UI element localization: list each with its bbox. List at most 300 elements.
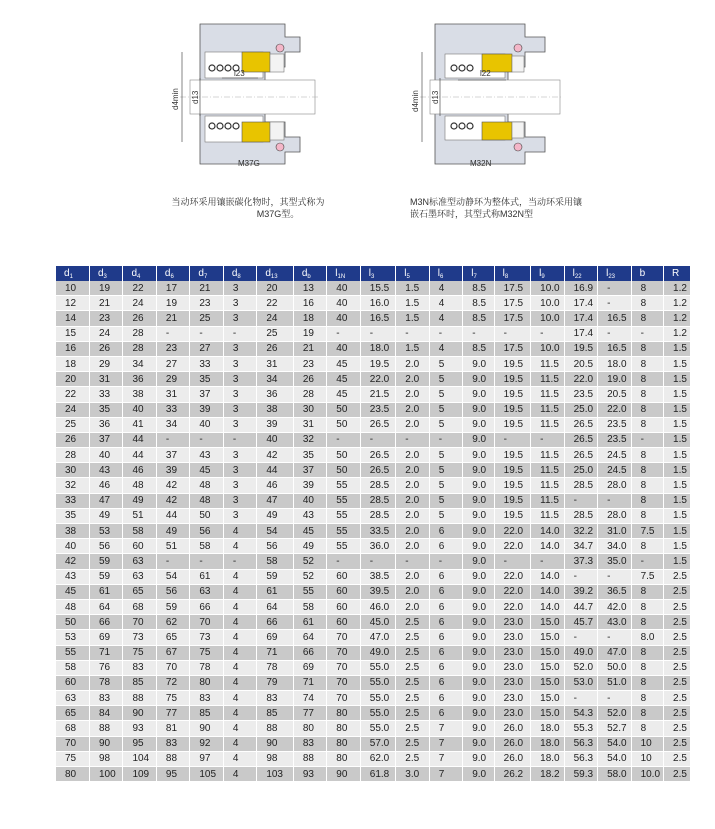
- table-cell: 11.5: [531, 356, 564, 371]
- table-cell: 2.0: [396, 493, 429, 508]
- table-cell: 19: [89, 281, 122, 296]
- table-cell: 33: [89, 387, 122, 402]
- table-cell: 98: [257, 751, 294, 766]
- m37g-drawing: [160, 22, 320, 172]
- table-cell: 4: [223, 767, 256, 782]
- table-cell: 80: [327, 706, 360, 721]
- table-cell: 23.5: [598, 417, 631, 432]
- table-cell: 3: [223, 478, 256, 493]
- table-cell: 2.0: [396, 569, 429, 584]
- table-cell: 43: [190, 448, 223, 463]
- table-cell: 2.5: [396, 751, 429, 766]
- column-header: [531, 266, 564, 281]
- table-cell: 29: [89, 356, 122, 371]
- table-cell: 26.0: [494, 721, 531, 736]
- table-cell: 6: [429, 599, 462, 614]
- table-cell: -: [598, 296, 631, 311]
- table-cell: 55.0: [360, 660, 396, 675]
- table-cell: 9.0: [463, 615, 494, 630]
- table-cell: -: [598, 281, 631, 296]
- table-cell: 50: [327, 402, 360, 417]
- table-cell: 9.0: [463, 767, 494, 782]
- table-cell: 4: [223, 599, 256, 614]
- table-cell: 1.5: [396, 311, 429, 326]
- caption-m37g-line-1: 当动环采用镶嵌碳化物时，其型式称为: [171, 197, 325, 207]
- table-cell: 70: [327, 691, 360, 706]
- column-header-subscript: 5: [406, 273, 410, 280]
- table-cell: 45: [327, 372, 360, 387]
- table-cell: 40: [123, 402, 156, 417]
- table-row: [56, 463, 690, 478]
- column-header-subscript: 13: [270, 273, 278, 280]
- column-header: [664, 266, 690, 281]
- table-cell: 6: [429, 630, 462, 645]
- table-cell: 50.0: [598, 660, 631, 675]
- table-cell: 2.0: [396, 372, 429, 387]
- table-cell: 4: [223, 524, 256, 539]
- table-cell: 5: [429, 387, 462, 402]
- table-cell: 24.5: [598, 448, 631, 463]
- table-cell: 22.0: [494, 524, 531, 539]
- table-cell: 3: [223, 402, 256, 417]
- table-cell: 33.5: [360, 524, 396, 539]
- table-cell: 8: [631, 372, 663, 387]
- table-cell: 23.0: [494, 615, 531, 630]
- table-cell: 40: [56, 539, 89, 554]
- table-cell: 98: [89, 751, 122, 766]
- table-cell: 19.5: [494, 417, 531, 432]
- table-cell: 83: [257, 691, 294, 706]
- table-cell: 88: [89, 721, 122, 736]
- table-cell: 58: [293, 599, 326, 614]
- table-cell: 1.5: [664, 463, 690, 478]
- column-header: [631, 266, 663, 281]
- table-cell: 2.5: [664, 630, 690, 645]
- table-cell: 37.3: [564, 554, 597, 569]
- table-cell: 70: [56, 736, 89, 751]
- table-cell: 32.2: [564, 524, 597, 539]
- table-cell: 35: [89, 402, 122, 417]
- table-cell: 54.0: [598, 736, 631, 751]
- column-header: [257, 266, 294, 281]
- table-cell: 4: [429, 341, 462, 356]
- table-cell: 6: [429, 569, 462, 584]
- table-cell: 73: [123, 630, 156, 645]
- table-cell: 74: [293, 691, 326, 706]
- table-cell: 2.5: [396, 615, 429, 630]
- table-cell: 1.2: [664, 296, 690, 311]
- table-cell: 22.0: [494, 599, 531, 614]
- table-cell: 8.5: [463, 311, 494, 326]
- table-cell: 55: [327, 524, 360, 539]
- table-cell: 4: [223, 691, 256, 706]
- table-cell: 56.3: [564, 751, 597, 766]
- table-cell: 16.0: [360, 296, 396, 311]
- table-cell: 55: [327, 539, 360, 554]
- table-cell: 27: [156, 356, 189, 371]
- table-cell: 3: [223, 311, 256, 326]
- table-cell: 61: [89, 584, 122, 599]
- table-cell: -: [327, 554, 360, 569]
- column-header-subscript: 8: [504, 273, 509, 280]
- m32n-drawing: [410, 22, 570, 172]
- table-cell: 109: [123, 767, 156, 782]
- table-cell: 39.2: [564, 584, 597, 599]
- table-cell: 19: [293, 326, 326, 341]
- table-cell: 9.0: [463, 736, 494, 751]
- table-cell: 19.5: [494, 372, 531, 387]
- table-cell: 15: [56, 326, 89, 341]
- table-cell: 70: [327, 630, 360, 645]
- table-cell: 2.0: [396, 524, 429, 539]
- l23-label: l23: [234, 69, 245, 78]
- table-row: [56, 478, 690, 493]
- table-cell: -: [463, 326, 494, 341]
- column-header-base: R: [672, 268, 680, 279]
- table-cell: 21: [190, 281, 223, 296]
- table-cell: 95: [123, 736, 156, 751]
- table-cell: 80: [190, 675, 223, 690]
- caption-m32n-line-1: M3N标准型动静环为整体式，当动环采用镶: [410, 197, 583, 207]
- table-cell: 5: [429, 463, 462, 478]
- table-cell: 50: [56, 615, 89, 630]
- table-cell: 70: [327, 660, 360, 675]
- table-cell: 45.7: [564, 615, 597, 630]
- table-cell: 55: [56, 645, 89, 660]
- table-row: [56, 736, 690, 751]
- table-cell: 78: [190, 660, 223, 675]
- table-cell: 65: [123, 584, 156, 599]
- table-cell: 39: [293, 478, 326, 493]
- table-cell: 16: [293, 296, 326, 311]
- table-cell: 47.0: [598, 645, 631, 660]
- table-cell: 8: [631, 493, 663, 508]
- table-cell: 35: [190, 372, 223, 387]
- table-cell: 40: [89, 448, 122, 463]
- table-cell: 5: [429, 493, 462, 508]
- table-cell: 45: [56, 584, 89, 599]
- table-cell: -: [564, 493, 597, 508]
- table-cell: 22.0: [360, 372, 396, 387]
- table-cell: 63: [56, 691, 89, 706]
- column-header: [396, 266, 429, 281]
- table-cell: 9.0: [463, 432, 494, 447]
- table-cell: 40: [257, 432, 294, 447]
- table-cell: 19.5: [494, 356, 531, 371]
- table-cell: 45: [190, 463, 223, 478]
- table-cell: -: [396, 326, 429, 341]
- table-cell: 4: [223, 706, 256, 721]
- table-cell: 83: [123, 660, 156, 675]
- d4min-label: d4min: [411, 90, 420, 112]
- table-cell: 8.5: [463, 341, 494, 356]
- table-cell: 21: [293, 341, 326, 356]
- table-cell: -: [494, 326, 531, 341]
- table-cell: 19.5: [494, 402, 531, 417]
- table-cell: 88: [293, 751, 326, 766]
- table-cell: 2.5: [664, 706, 690, 721]
- table-cell: 48: [56, 599, 89, 614]
- table-cell: 18.0: [598, 356, 631, 371]
- table-cell: 2.5: [396, 675, 429, 690]
- table-cell: 19.5: [564, 341, 597, 356]
- table-cell: 4: [223, 660, 256, 675]
- table-cell: 93: [293, 767, 326, 782]
- table-cell: 61: [293, 615, 326, 630]
- table-cell: -: [631, 554, 663, 569]
- table-cell: 56: [190, 524, 223, 539]
- table-cell: 8: [631, 721, 663, 736]
- table-cell: -: [564, 691, 597, 706]
- column-header-base: l: [606, 267, 609, 279]
- table-cell: 20: [56, 372, 89, 387]
- table-cell: 19.0: [598, 372, 631, 387]
- table-cell: 5: [429, 417, 462, 432]
- column-header: [56, 266, 89, 281]
- table-row: [56, 554, 690, 569]
- table-cell: 49: [293, 539, 326, 554]
- table-cell: 54.3: [564, 706, 597, 721]
- table-cell: 4: [223, 736, 256, 751]
- table-cell: 53.0: [564, 675, 597, 690]
- table-cell: -: [429, 554, 462, 569]
- table-cell: 8: [631, 645, 663, 660]
- table-cell: 2.5: [664, 645, 690, 660]
- table-cell: 53: [56, 630, 89, 645]
- table-cell: 1.5: [664, 387, 690, 402]
- table-cell: 69: [293, 660, 326, 675]
- table-cell: 2.5: [396, 706, 429, 721]
- table-cell: 23.0: [494, 660, 531, 675]
- table-cell: 45: [327, 356, 360, 371]
- table-cell: 25: [257, 326, 294, 341]
- table-cell: 3: [223, 296, 256, 311]
- table-cell: 46: [123, 463, 156, 478]
- table-cell: 9.0: [463, 599, 494, 614]
- table-cell: 75: [123, 645, 156, 660]
- table-cell: 9.0: [463, 478, 494, 493]
- table-cell: 88: [257, 721, 294, 736]
- table-cell: 8.5: [463, 281, 494, 296]
- table-cell: 7.5: [631, 569, 663, 584]
- table-cell: 38: [123, 387, 156, 402]
- table-cell: 14.0: [531, 539, 564, 554]
- table-cell: 5: [429, 448, 462, 463]
- table-cell: 4: [223, 569, 256, 584]
- table-cell: 3: [223, 493, 256, 508]
- table-cell: 43: [293, 508, 326, 523]
- table-cell: 37: [89, 432, 122, 447]
- column-header-subscript: 7: [473, 273, 477, 280]
- table-cell: 22: [56, 387, 89, 402]
- table-cell: -: [327, 432, 360, 447]
- table-cell: 8: [631, 584, 663, 599]
- table-cell: 18: [56, 356, 89, 371]
- table-cell: 23.0: [494, 706, 531, 721]
- table-cell: 5: [429, 356, 462, 371]
- table-cell: 55.0: [360, 706, 396, 721]
- table-cell: 26.2: [494, 767, 531, 782]
- table-cell: 66: [190, 599, 223, 614]
- table-cell: 23.0: [494, 645, 531, 660]
- table-cell: 17.5: [494, 341, 531, 356]
- table-cell: 42: [56, 554, 89, 569]
- table-cell: 15.0: [531, 660, 564, 675]
- table-cell: 9.0: [463, 675, 494, 690]
- table-cell: 55: [327, 508, 360, 523]
- table-cell: -: [360, 326, 396, 341]
- table-cell: 22: [257, 296, 294, 311]
- table-cell: -: [598, 691, 631, 706]
- table-cell: 4: [429, 296, 462, 311]
- table-cell: 28: [123, 341, 156, 356]
- table-row: [56, 569, 690, 584]
- column-header-base: l: [437, 267, 440, 279]
- table-cell: 17.5: [494, 281, 531, 296]
- table-cell: 60: [327, 615, 360, 630]
- table-cell: -: [598, 326, 631, 341]
- table-cell: 66: [89, 615, 122, 630]
- table-cell: 78: [89, 675, 122, 690]
- table-cell: 80: [327, 751, 360, 766]
- table-cell: 66: [293, 645, 326, 660]
- table-cell: 26.5: [564, 432, 597, 447]
- table-cell: 14.0: [531, 569, 564, 584]
- table-cell: 3: [223, 372, 256, 387]
- table-cell: 6: [429, 691, 462, 706]
- table-cell: 8: [631, 417, 663, 432]
- table-cell: 22: [123, 281, 156, 296]
- table-cell: 40: [327, 281, 360, 296]
- table-cell: 10.0: [531, 296, 564, 311]
- table-cell: 39: [257, 417, 294, 432]
- table-cell: 21: [156, 311, 189, 326]
- table-cell: 23: [190, 296, 223, 311]
- table-cell: -: [429, 432, 462, 447]
- table-cell: 9.0: [463, 493, 494, 508]
- table-cell: 4: [223, 630, 256, 645]
- table-cell: 1.5: [664, 554, 690, 569]
- column-header: [598, 266, 631, 281]
- table-cell: 2.0: [396, 448, 429, 463]
- table-cell: 66: [257, 615, 294, 630]
- table-cell: 18: [293, 311, 326, 326]
- table-cell: 2.5: [664, 767, 690, 782]
- column-header-subscript: 1: [69, 273, 73, 280]
- table-cell: 50: [327, 463, 360, 478]
- table-cell: 92: [190, 736, 223, 751]
- column-header-base: l: [471, 267, 474, 279]
- table-cell: 9.0: [463, 569, 494, 584]
- table-cell: 8: [631, 387, 663, 402]
- table-cell: -: [223, 554, 256, 569]
- table-cell: 10.0: [531, 311, 564, 326]
- table-cell: 4: [223, 751, 256, 766]
- table-cell: 80: [293, 721, 326, 736]
- table-cell: 14.0: [531, 584, 564, 599]
- table-row: [56, 417, 690, 432]
- table-cell: 49.0: [564, 645, 597, 660]
- table-cell: 8.5: [463, 296, 494, 311]
- table-cell: 31: [156, 387, 189, 402]
- table-cell: -: [156, 432, 189, 447]
- table-cell: 24.5: [598, 463, 631, 478]
- table-cell: 9.0: [463, 645, 494, 660]
- table-cell: 3: [223, 448, 256, 463]
- table-cell: 23.0: [494, 691, 531, 706]
- table-cell: 23: [293, 356, 326, 371]
- table-cell: 40: [190, 417, 223, 432]
- table-cell: 1.2: [664, 326, 690, 341]
- table-cell: 70: [327, 675, 360, 690]
- column-header: [156, 266, 189, 281]
- table-cell: 11.5: [531, 478, 564, 493]
- table-cell: 62: [156, 615, 189, 630]
- column-header-base: d: [164, 267, 171, 279]
- table-cell: 28.5: [564, 508, 597, 523]
- d13-label: d13: [191, 90, 200, 104]
- table-cell: 9.0: [463, 751, 494, 766]
- table-cell: 44.7: [564, 599, 597, 614]
- table-cell: 55.0: [360, 721, 396, 736]
- table-cell: 11.5: [531, 417, 564, 432]
- table-cell: 90: [89, 736, 122, 751]
- table-cell: 95: [156, 767, 189, 782]
- table-row: [56, 402, 690, 417]
- table-cell: 8: [631, 463, 663, 478]
- table-cell: 9.0: [463, 660, 494, 675]
- table-cell: -: [598, 493, 631, 508]
- table-row: [56, 615, 690, 630]
- table-cell: 70: [123, 615, 156, 630]
- column-header-base: b: [639, 268, 646, 279]
- column-header-base: l: [539, 267, 542, 279]
- column-header: [494, 266, 531, 281]
- table-cell: 60: [327, 569, 360, 584]
- table-cell: 2.5: [664, 599, 690, 614]
- table-cell: 20.5: [598, 387, 631, 402]
- column-header-base: d: [231, 267, 238, 279]
- column-header: [327, 266, 360, 281]
- table-cell: 8: [631, 706, 663, 721]
- table-row: [56, 341, 690, 356]
- table-cell: 49: [156, 524, 189, 539]
- table-cell: 46.0: [360, 599, 396, 614]
- table-cell: 64: [89, 599, 122, 614]
- table-cell: 8: [631, 311, 663, 326]
- table-cell: 8: [631, 341, 663, 356]
- table-row: [56, 706, 690, 721]
- table-cell: 8: [631, 615, 663, 630]
- table-cell: 8: [631, 660, 663, 675]
- table-cell: 10.0: [531, 281, 564, 296]
- table-cell: 44: [257, 463, 294, 478]
- table-cell: 39: [156, 463, 189, 478]
- table-cell: 2.0: [396, 584, 429, 599]
- column-header-subscript: 6: [439, 273, 444, 280]
- column-header-base: d: [131, 267, 137, 279]
- table-cell: 3: [223, 387, 256, 402]
- table-cell: 2.5: [396, 721, 429, 736]
- table-cell: 2.5: [396, 630, 429, 645]
- caption-m37g-line-2: M37G型。: [256, 209, 300, 219]
- table-cell: 31: [89, 372, 122, 387]
- caption-m32n-line-2: 嵌石墨环时，其型式称M32N型: [410, 209, 534, 219]
- table-cell: 59.3: [564, 767, 597, 782]
- table-cell: 20: [257, 281, 294, 296]
- figure-label-m37g: M37G: [238, 159, 260, 168]
- table-row: [56, 630, 690, 645]
